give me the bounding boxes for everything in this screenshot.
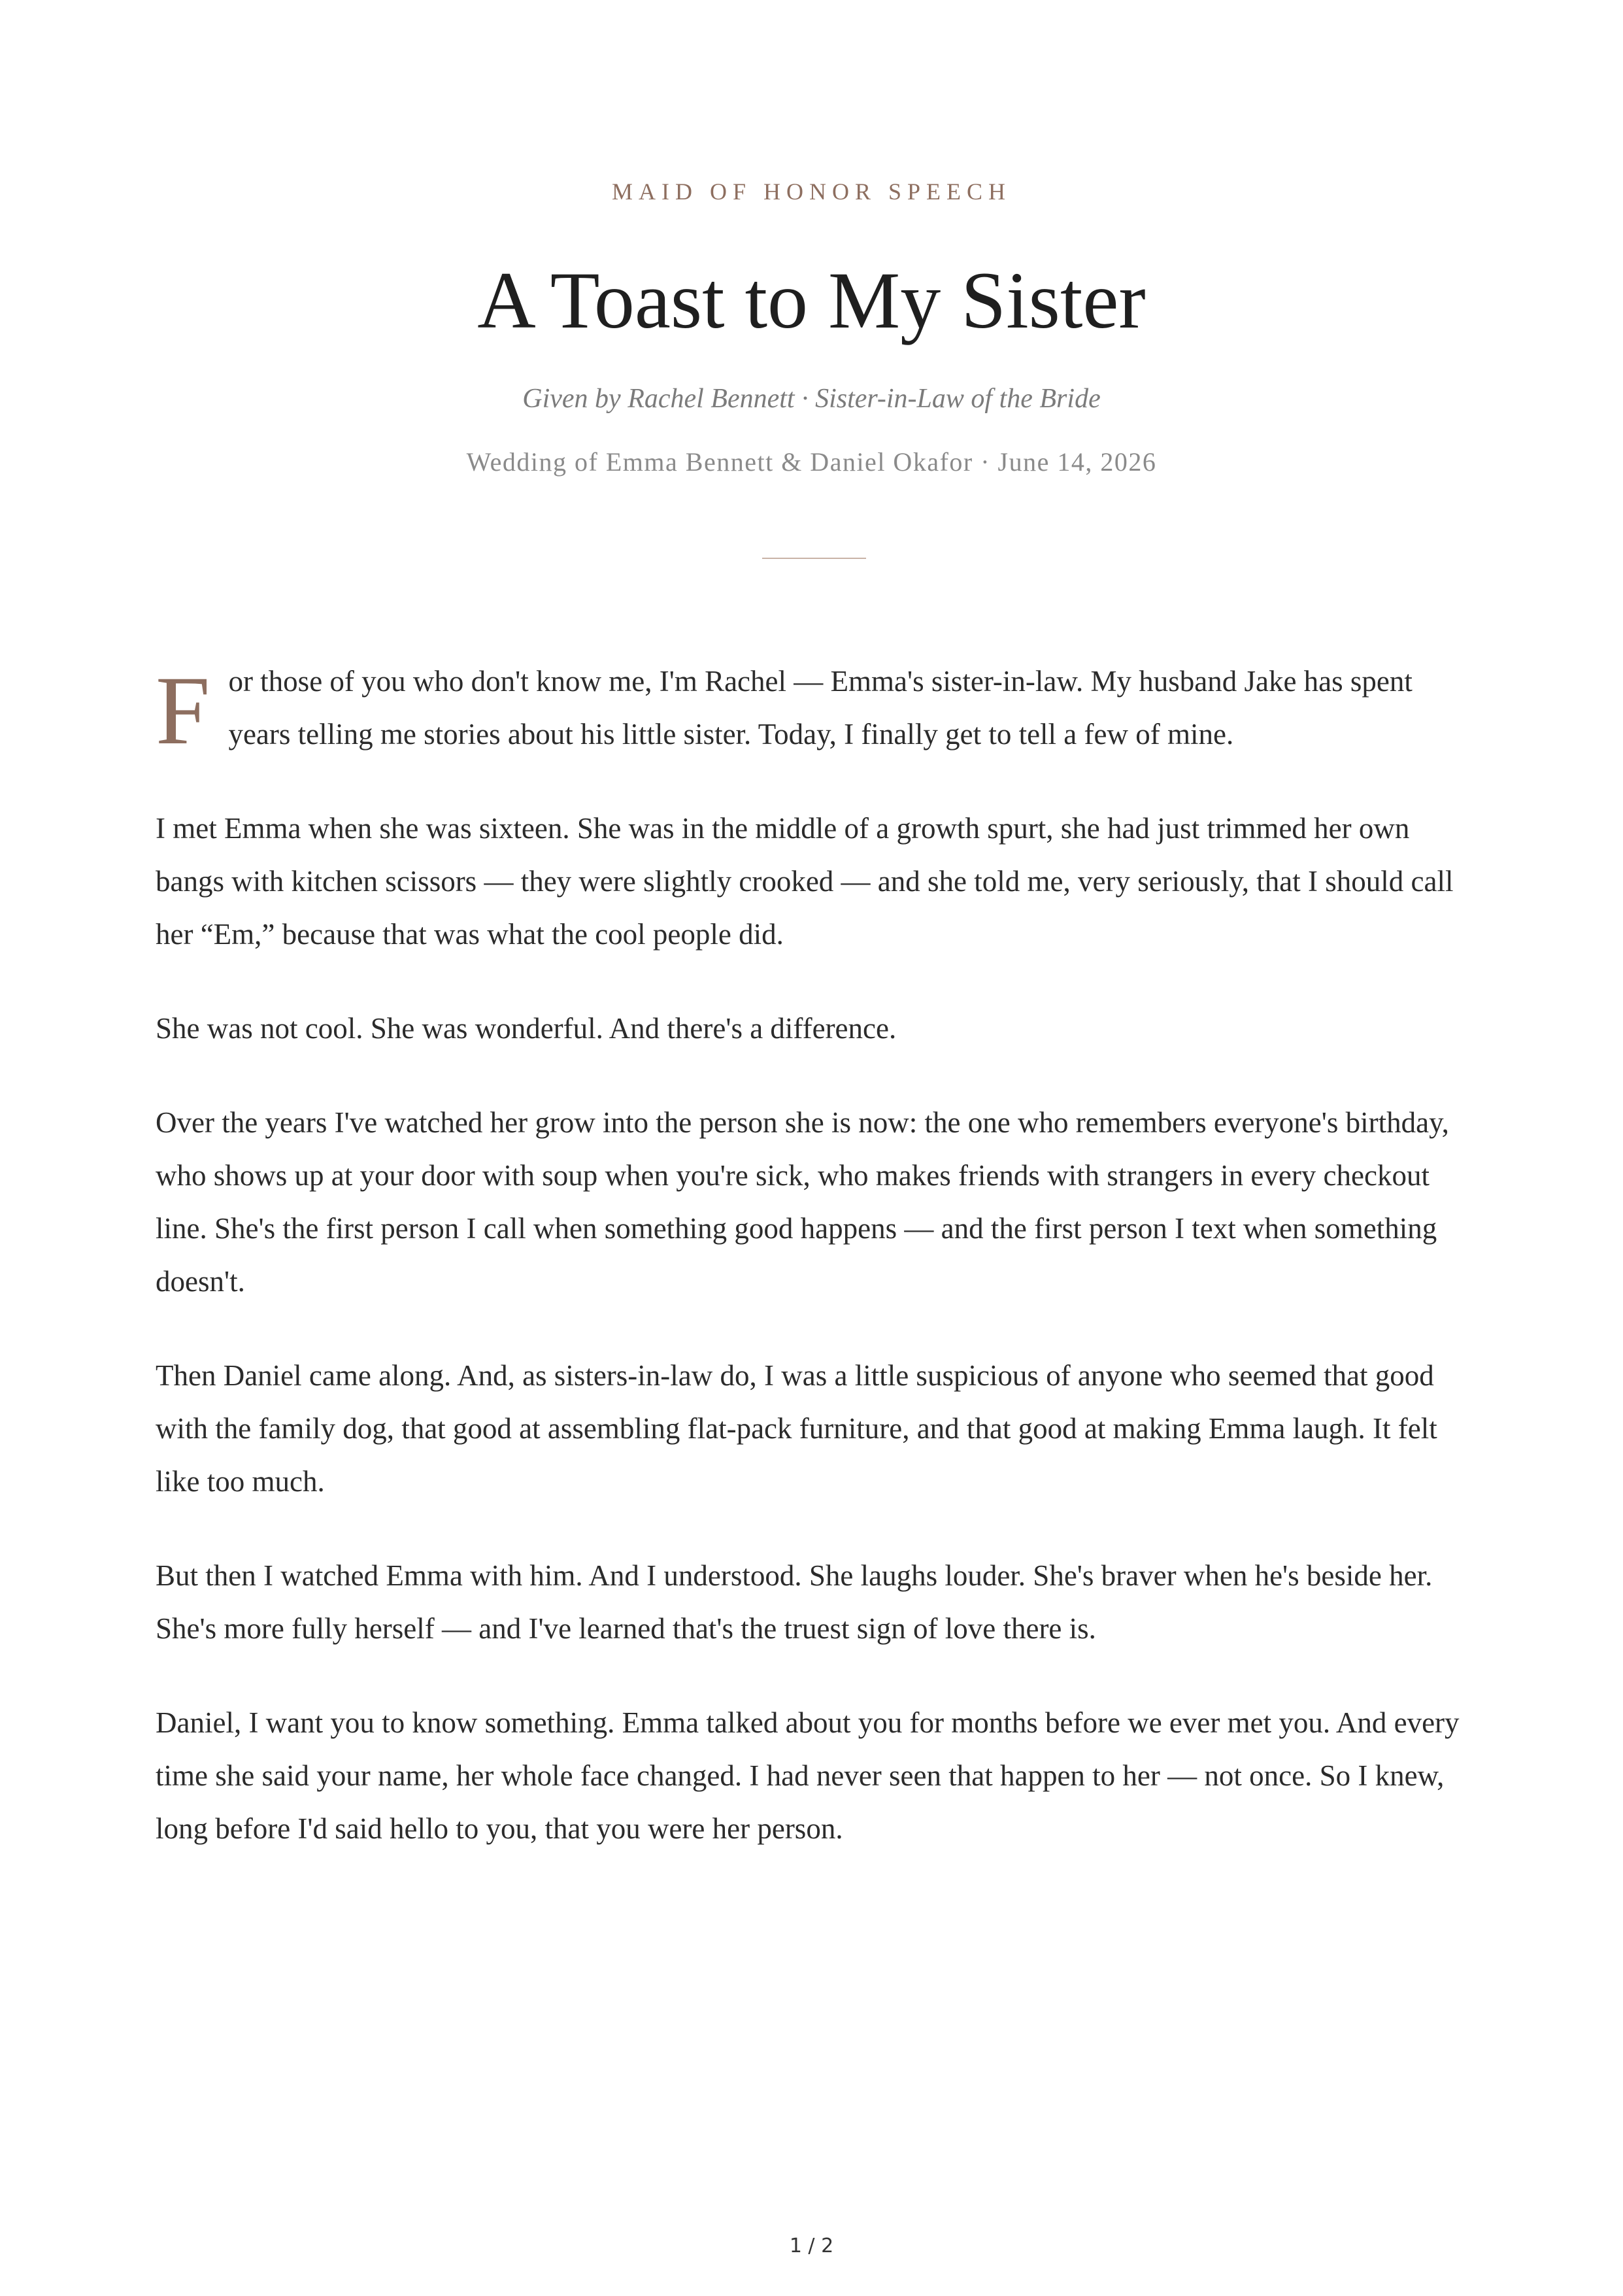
wedding-details: Wedding of Emma Bennett & Daniel Okafor · June 14, 2026 — [466, 447, 1157, 477]
speech-paragraph-5: Then Daniel came along. And, as sisters-in-law do, I was a little suspicious of anyone who seemed that good with the family dog, that good at assembling flat-pack furniture, and that good at making Emma laugh. It felt like too much. — [156, 1359, 1437, 1498]
speech-paragraph-1 — [156, 655, 1476, 765]
speech-paragraph-3: She was not cool. She was wonderful. And there's a difference. — [156, 1012, 897, 1045]
speech-paragraph-2: I met Emma when she was sixteen. She was in the middle of a growth spurt, she had just trimmed her own bangs with kitchen scissors — they were slightly crooked — and she told me, very seriously, that I should call her “Em,” because that was what the cool people did. — [156, 812, 1454, 951]
speech-body — [156, 655, 1476, 1897]
page-number: 1 / 2 — [789, 2235, 834, 2257]
page-title: A Toast to My Sister — [477, 256, 1146, 345]
drop-cap: F — [156, 656, 210, 765]
speech-paragraph-4: Over the years I've watched her grow into the person she is now: the one who remembers everyone's birthday, who shows up at your door with soup when you're sick, who makes friends with strangers in every checkout line. She's the first person I call when something good happens — and the first person I text when something doesn't. — [156, 1106, 1449, 1298]
title-divider — [762, 558, 866, 559]
speech-paragraph-7: Daniel, I want you to know something. Emma talked about you for months before we ever met you. And every time she said your name, her whole face changed. I had never seen that happen to her — not once. So I knew, long before I'd said hello to you, that you were her person. — [156, 1706, 1460, 1845]
speech-type-label: MAID OF HONOR SPEECH — [611, 178, 1012, 205]
speaker-byline: Given by Rachel Bennett · Sister-in-Law of the Bride — [522, 384, 1101, 414]
speech-paragraph-6: But then I watched Emma with him. And I understood. She laughs louder. She's braver when he's beside her. She's more fully herself — and I've learned that's the truest sign of love there is. — [156, 1559, 1433, 1645]
first-paragraph-text: or those of you who don't know me, I'm Rachel — Emma's sister-in-law. My husband Jake has spent years telling me stories about his little sister. Today, I finally get to tell a few of mine. — [228, 665, 1413, 751]
